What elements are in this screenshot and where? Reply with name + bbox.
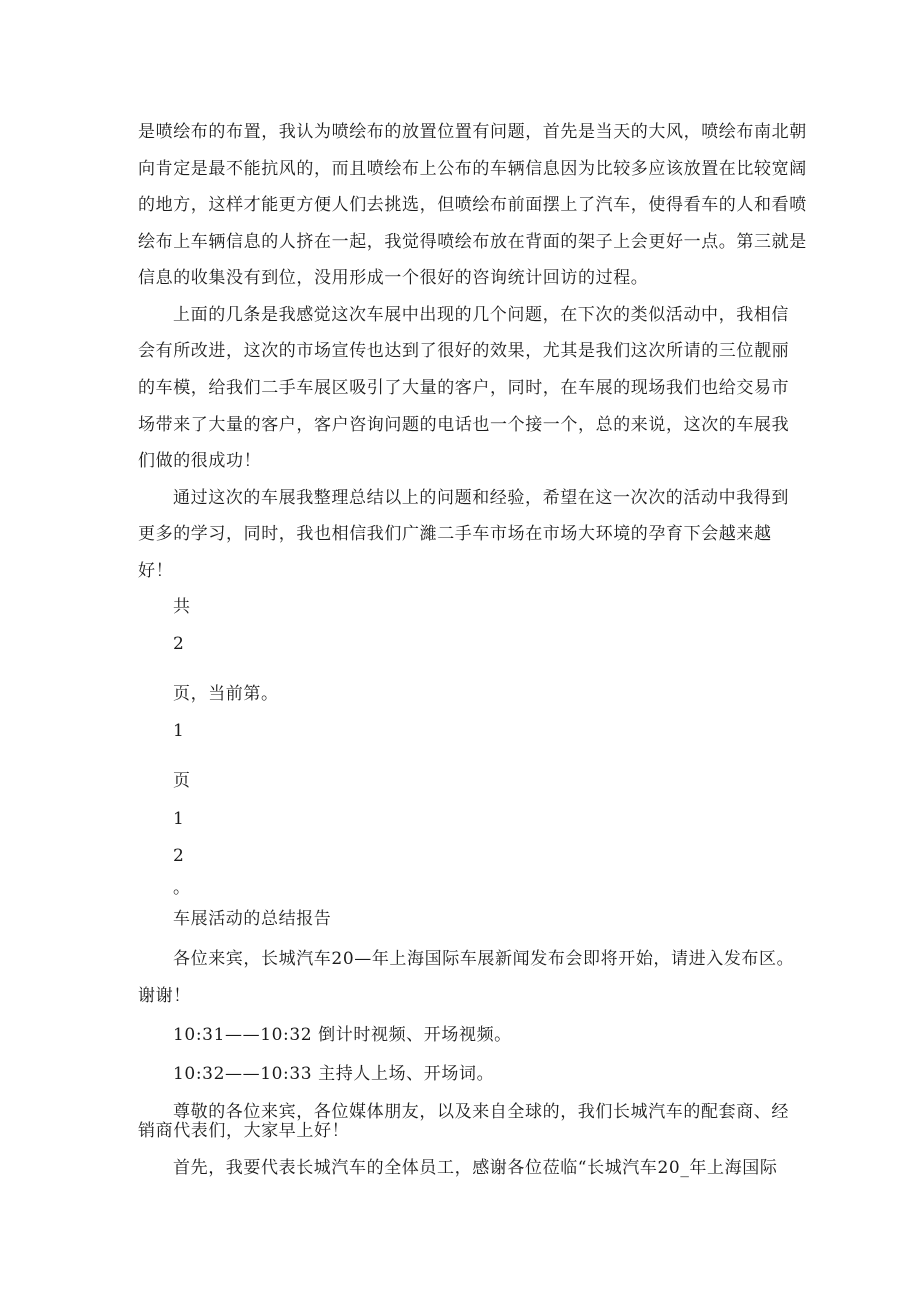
paragraph-2-line-3: 的车模，给我们二手车展区吸引了大量的客户，同时，在车展的现场我们也给交易市 bbox=[138, 378, 790, 398]
schedule-item-1: 10:31——10:32 倒计时视频、开场视频。 bbox=[173, 1025, 512, 1045]
intro-line-2: 谢谢！ bbox=[138, 986, 191, 1006]
greeting-line-1: 尊敬的各位来宾，各位媒体朋友，以及来自全球的，我们长城汽车的配套商、经 bbox=[173, 1102, 789, 1122]
pagination-current-page: 1 bbox=[173, 721, 185, 741]
pagination-current-prefix: 页，当前第。 bbox=[173, 684, 279, 704]
closing-line: 首先，我要代表长城汽车的全体员工，感谢各位莅临“长城汽车20_年上海国际 bbox=[173, 1158, 778, 1178]
pagination-end-mark: 。 bbox=[173, 878, 191, 898]
paragraph-1-line-3: 的地方，这样才能更方便人们去挑选，但喷绘布前面摆上了汽车，使得看车的人和看喷 bbox=[138, 195, 807, 215]
paragraph-3-line-2: 更多的学习，同时，我也相信我们广濰二手车市场在市场大环境的孕育下会越来越 bbox=[138, 524, 772, 544]
pagination-total-pages: 2 bbox=[173, 634, 185, 654]
pagination-link-1[interactable]: 1 bbox=[173, 809, 185, 829]
paragraph-3-line-3: 好！ bbox=[138, 561, 174, 581]
paragraph-1-line-2: 向肯定是最不能抗风的，而且喷绘布上公布的车辆信息因为比较多应该放置在比较宽阔 bbox=[138, 159, 807, 179]
schedule-item-2: 10:32——10:33 主持人上场、开场词。 bbox=[173, 1064, 495, 1084]
intro-line-1: 各位来宾，长城汽车20—年上海国际车展新闻发布会即将开始，请进入发布区。 bbox=[173, 949, 795, 969]
paragraph-2-line-2: 会有所改进，这次的市场宣传也达到了很好的效果，尤其是我们这次所请的三位靓丽 bbox=[138, 341, 790, 361]
paragraph-1-line-5: 信息的收集没有到位，没用形成一个很好的咨询统计回访的过程。 bbox=[138, 268, 649, 288]
section-title: 车展活动的总结报告 bbox=[173, 909, 332, 929]
paragraph-1-line-4: 绘布上车辆信息的人挤在一起，我觉得喷绘布放在背面的架子上会更好一点。第三就是 bbox=[138, 232, 807, 252]
pagination-total-prefix: 共 bbox=[173, 597, 191, 617]
pagination-page-suffix: 页 bbox=[173, 771, 191, 791]
paragraph-2-line-4: 场带来了大量的客户，客户咨询问题的电话也一个接一个，总的来说，这次的车展我 bbox=[138, 415, 790, 435]
paragraph-3-line-1: 通过这次的车展我整理总结以上的问题和经验，希望在这一次次的活动中我得到 bbox=[173, 488, 789, 508]
paragraph-2-line-1: 上面的几条是我感觉这次车展中出现的几个问题，在下次的类似活动中，我相信 bbox=[173, 305, 789, 325]
greeting-line-2: 销商代表们，大家早上好！ bbox=[138, 1121, 350, 1141]
paragraph-2-line-5: 们做的很成功！ bbox=[138, 451, 262, 471]
pagination-link-2[interactable]: 2 bbox=[173, 846, 185, 866]
paragraph-1-line-1: 是喷绘布的布置，我认为喷绘布的放置位置有问题，首先是当天的大风，喷绘布南北朝 bbox=[138, 122, 807, 142]
